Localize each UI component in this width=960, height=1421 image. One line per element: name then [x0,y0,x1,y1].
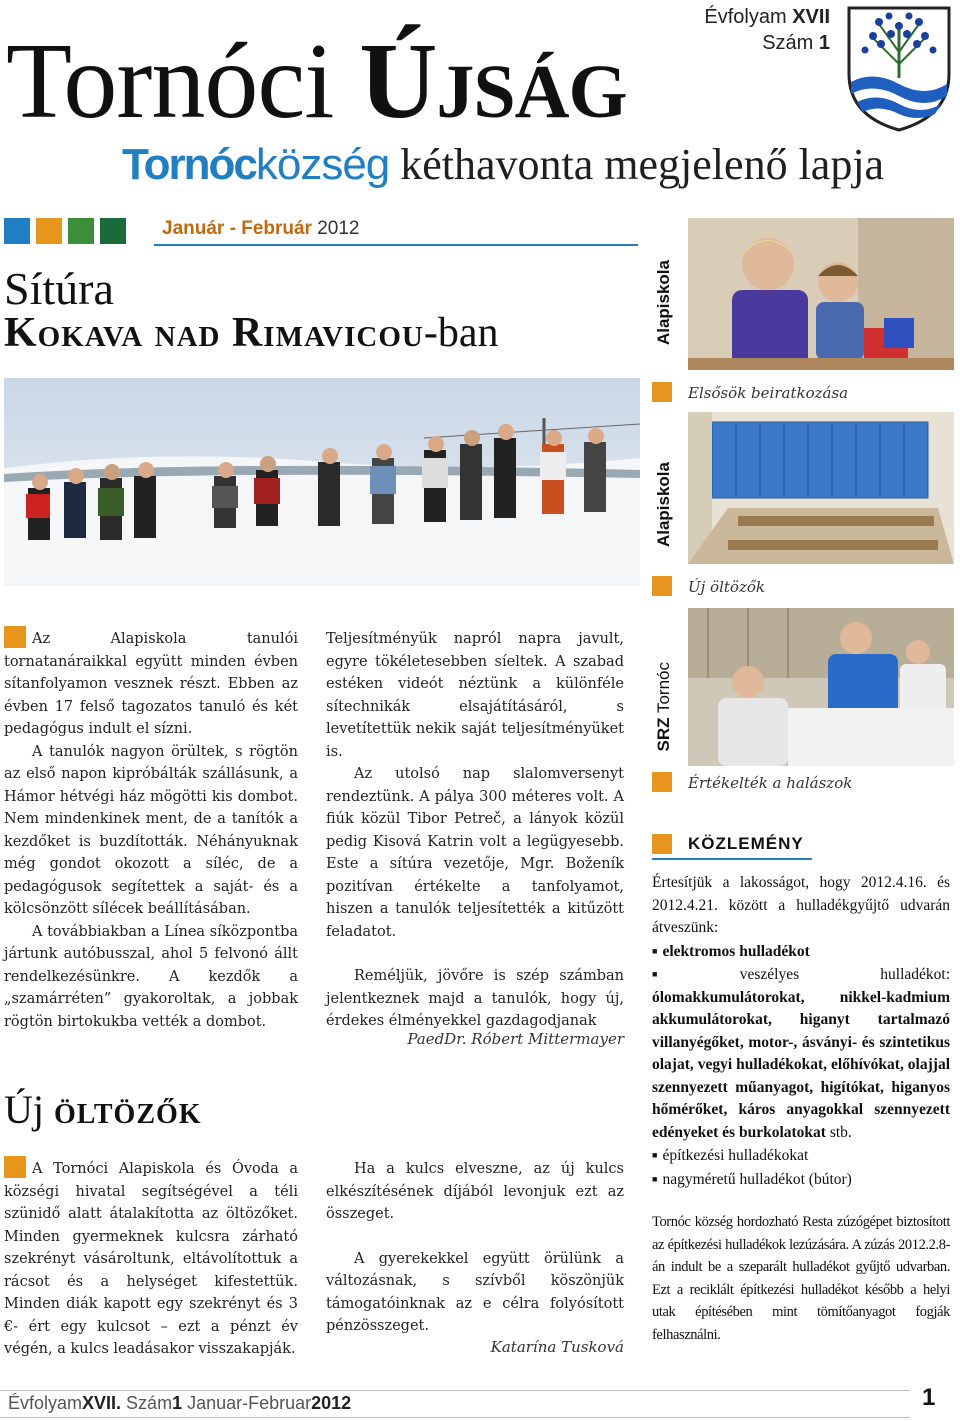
footer-date-year: 2012 [311,1393,352,1413]
enrollment-photo [688,218,954,370]
notice-item [652,963,950,1144]
side-label-srz [650,608,678,768]
fishermen-photo-art [688,608,954,766]
lockers-author: Katarína Tusková [490,1338,624,1356]
lead-place: Kokava nad Rimavicou [4,310,424,356]
notice-list [652,940,950,1192]
enrollment-photo-art [688,218,954,370]
lockers-article-col1 [4,1158,298,1361]
lockers-photo [688,412,954,564]
orange-marker [652,576,672,596]
orange-marker [652,834,672,854]
date-underline [154,244,638,246]
notice-heading: KÖZLEMÉNY [688,834,804,853]
caption-fishermen: Értékelték a halászok [688,774,853,792]
notice-item: ■ nagyméretű hulladékot (bútor) [652,1168,950,1192]
caption-enrollment: Elsősök beiratkozása [688,384,849,402]
side-label-text: Alapiskola [654,462,673,548]
ski-paragraph-3: A továbbiakban a Línea síközpontba jártunk autóbusszal, ahol 5 felvonó állt rendelkezésünkre. A kezdők a „szamárréten” gyakoroltak, a jobbak rögtön birtokukba vették a dombot. [4,923,299,1030]
issue-date [162,218,359,240]
darkgreen-square [100,218,126,244]
orange-marker [652,382,672,402]
issue-info [704,4,830,56]
ski-paragraph-1: Az Alapiskola tanulói tornatanáraikkal együtt minden évben sítanfolyamon vesznek részt. Ebben az évben 17 felső tagozatos tanuló és két pedagógus indult el sízni. [4,631,298,737]
issue-months: Január - Február [162,218,312,239]
notice-body [652,872,950,1346]
footer-year-label: Évfolyam [8,1393,83,1413]
notice-item: ■ elektromos hulladékot [652,940,950,964]
notice-item-detail: ólomakkumulátorokat, nikkel-kadmium akkumulátorokat, higanyt tartalmazó villanyégőket, motor-, ásványi- és szintetikus olajat, vegyi hulladékokat, előhívókat, olajjal szennyezett műanyagot, higítókat, higanyos hőmérőket, káros anyagokkal szennyezett edényeket és burkolatokat [652,988,950,1141]
footer-number-label: Szám [121,1393,173,1413]
lockers-paragraph-1: A Tornóci Alapiskola és Óvoda a községi hivatal segítségével a téli szünidő alatt átalakította az öltözőket. Minden gyermeknek kulcsra zárható szekrényt vásároltunk, eltávolítottuk a rácsot és a helységet kifestettük. Minden diák kapott egy szekrényt és 3 €- ért egy kulcsot – ezt a pénzt év végén, a kulcs leadásakor visszakapják. [4,1161,298,1357]
fishermen-photo [688,608,954,766]
issue-number: 1 [818,32,830,54]
ski-author: PaedDr. Róbert Mittermayer [407,1030,624,1048]
lockers-headline-part-2: öltözők [54,1087,202,1132]
side-label-alapiskola-1 [650,218,678,368]
title-part-2: Újság [359,22,627,141]
notice-intro: Értesítjük a lakosságot, hogy 2012.4.16. és 2012.4.21. között a hulladékgyűjtő udvarán átveszünk: [652,874,950,936]
ski-paragraph-6: Reméljük, jövőre is szép számban jelentkeznek majd a tanulók, hogy új, érdekes élményekkel gazdagodjanak [326,968,624,1029]
title-part-1: Tornóci [6,22,360,141]
issue-date-year: 2012 [311,218,360,239]
blue-square [4,218,30,244]
notice-heading-rule [652,858,812,860]
color-squares [4,218,126,244]
ski-paragraph-4: Teljesítményük napról napra javult, egyre tökéletesebben síeltek. A szabad estéken videót néztünk a különféle sítechnikák elsajátításáról, s levetítettük nekik saját teljesítményüket is. [326,631,624,760]
lockers-paragraph-2: Ha a kulcs elveszne, az új kulcs elkészítésének díjából levonjuk ezt az összeget. [326,1161,624,1222]
village-crest-icon [843,4,955,134]
newspaper-title [6,22,627,141]
notice-item-suffix: stb. [825,1123,852,1141]
lead-suffix: -ban [423,310,499,356]
notice-item-prefix: veszélyes hulladékot: [739,966,950,983]
lockers-paragraph-3: A gyerekekkel együtt örülünk a változásnak, s szívből köszönjük támogatóinknak az e célra folyósított pénzösszeget. [326,1250,624,1334]
subtitle-kozseg: község [255,140,390,189]
footer-year: XVII. [82,1393,122,1413]
orange-marker [652,772,672,792]
issue-year: XVII [792,6,830,28]
lockers-headline-part-1: Új [4,1087,54,1132]
green-square [68,218,94,244]
ski-article-col1 [4,628,298,1033]
subtitle-rest: kéthavonta megjelenő lapja [389,140,885,189]
side-label-srz-text [654,662,674,751]
notice-item: ■ építkezési hulladékokat [652,1144,950,1168]
newspaper-subtitle [122,140,885,189]
ski-photo-art [4,378,640,586]
side-label-text: Alapiskola [654,260,673,346]
page-number: 1 [922,1384,936,1411]
ski-paragraph-2: A tanulók nagyon örültek, s rögtön az első napon kipróbálták szállásunk, a Hámor hétvégi ház mögötti kis dombot. Nem mindenkinek ment, de a tanítók a kezdőket is buzdították. Néhányuknak még gondot okozott a síléc, de a pedagógusok segítettek a saját- és a kölcsönzött sílécek beállításában. [4,743,298,917]
issue-number-label: Szám [762,32,819,54]
lead-headline: Sítúra [4,263,114,314]
orange-square [36,218,62,244]
lead-subheadline [4,312,498,354]
ski-paragraph-5: Az utolsó nap slalomversenyt rendeztünk. A pálya 300 méteres volt. A fiúk közül Tibor Petreč, a lányok közül pedig Kisová Katrin volt a legügyesebb. Este a sítúra vezetője, Mgr. Boženík pozitívan értékelte a tanfolyamot, hiszen a tanulók teljesítették a kitűzött feladatot. [326,766,624,940]
footer-number: 1 [172,1393,183,1413]
srz-place: Tornóc [654,662,673,718]
subtitle-village: Tornóc [122,140,256,189]
lockers-article-col2 [326,1158,624,1338]
footer-date-label: Januar-Februar [182,1393,312,1413]
ski-article-col2 [326,628,624,1033]
lockers-headline [4,1087,202,1132]
issue-year-label: Évfolyam [704,6,793,28]
side-label-alapiskola-2 [650,412,678,562]
caption-lockers: Új öltözők [688,578,765,596]
lockers-photo-art [688,412,954,564]
ski-group-photo [4,378,640,586]
footer-issue-info [8,1393,351,1414]
notice-crusher-paragraph: Tornóc község hordozható Resta zúzógépet biztosított az építkezési hulladékok lezúzására. A zúzás 2012.2.8-án indult be a szeparált hulladékot gyűjtő udvarban. Ezt a reciklált építkezési hulladékot később a helyi utak építésében mint tömítőanyagot fogják felhasználni. [652,1214,950,1343]
notice-heading-box [652,830,812,858]
srz-abbr: SRZ [654,717,673,752]
